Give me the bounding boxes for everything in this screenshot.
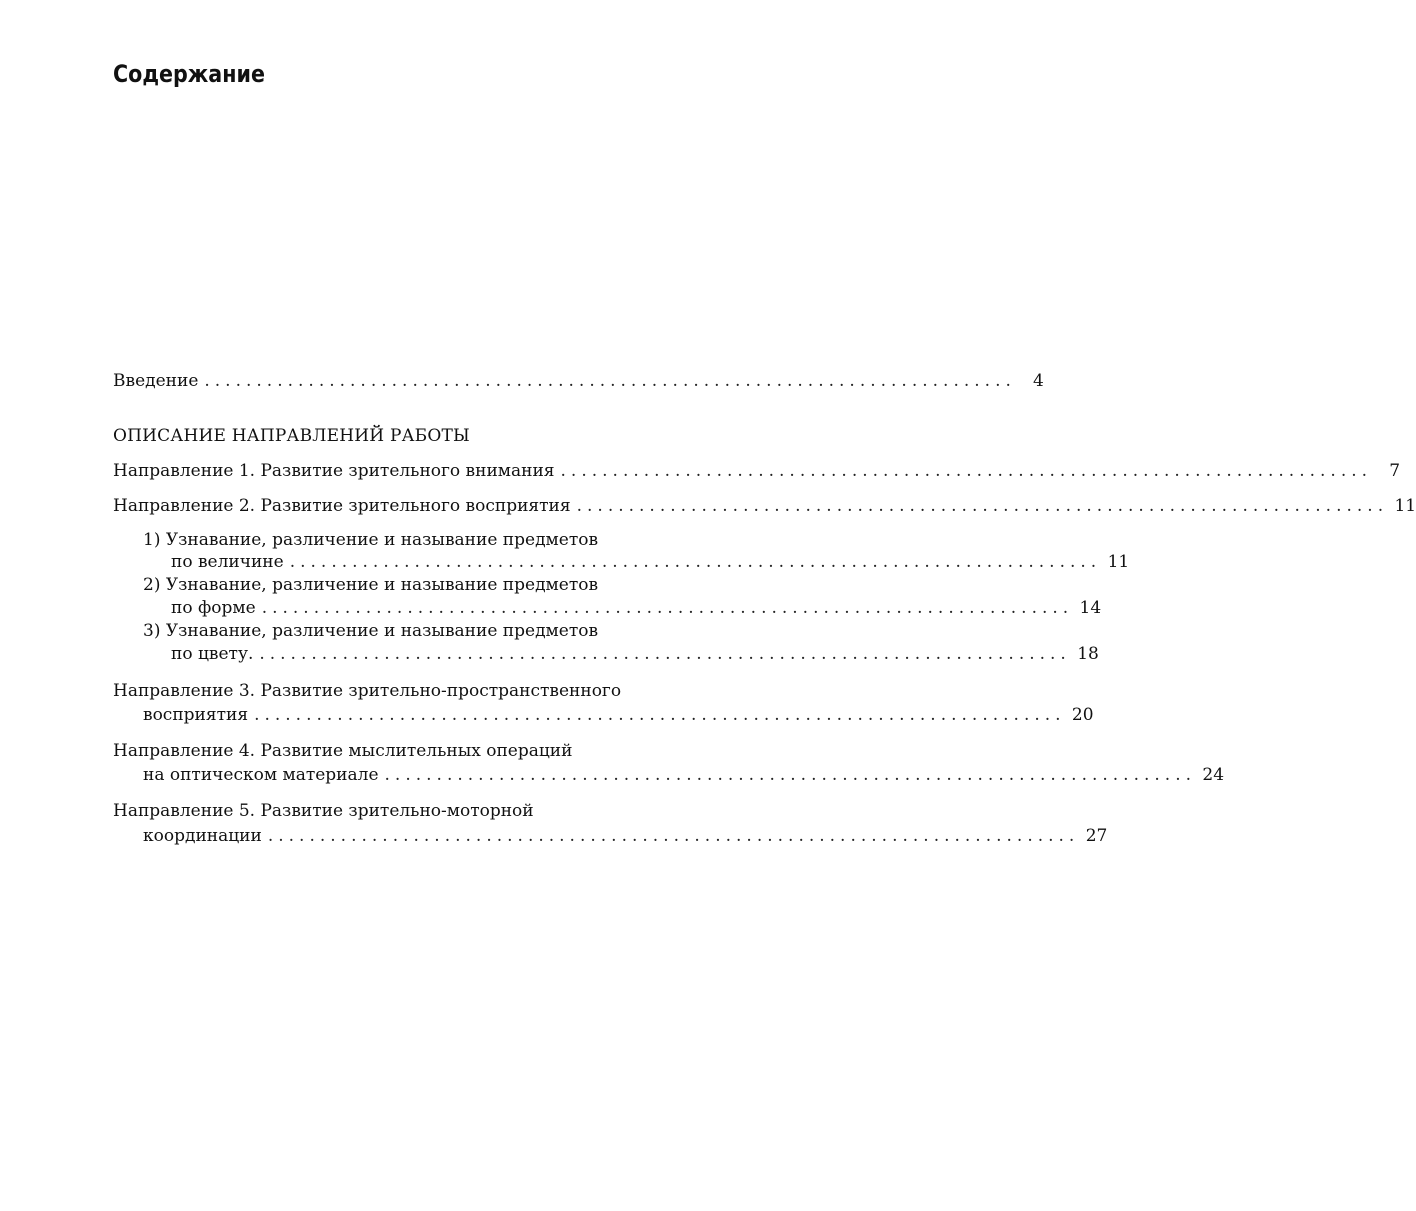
toc-subentry-3-line1 xyxy=(143,620,733,642)
toc-entry-intro[interactable] xyxy=(113,370,1044,392)
toc-page-number: 11 xyxy=(1394,496,1416,516)
leader-dots: .............................................................................. xyxy=(576,496,1389,516)
toc-entry-text: по цвету. xyxy=(171,644,254,664)
toc-entry-direction-3-line1 xyxy=(113,680,733,702)
toc-subentry-2[interactable] xyxy=(171,597,1102,619)
toc-entry-direction-5[interactable] xyxy=(143,825,1108,847)
toc-entry-text: по величине xyxy=(171,552,284,572)
toc-entry-text: восприятия xyxy=(143,705,249,725)
toc-page-number: 14 xyxy=(1079,598,1102,618)
toc-entry-direction-5-line1 xyxy=(113,800,733,822)
page-title: Содержание xyxy=(113,60,265,88)
toc-entry-direction-1[interactable] xyxy=(113,460,1401,482)
toc-entry-text: Направление 1. Развитие зрительного внимания xyxy=(113,461,555,481)
toc-entry-direction-4[interactable] xyxy=(143,764,1225,786)
toc-entry-text: 1) Узнавание, различение и называние предметов xyxy=(143,530,599,550)
toc-entry-text: 2) Узнавание, различение и называние предметов xyxy=(143,575,599,595)
toc-page-number: 24 xyxy=(1202,765,1225,785)
leader-dots: .............................................................................. xyxy=(261,598,1074,618)
toc-entry-direction-4-line1 xyxy=(113,740,733,762)
toc-entry-direction-3[interactable] xyxy=(143,704,1094,726)
toc-entry-text: Направление 2. Развитие зрительного восприятия xyxy=(113,496,571,516)
leader-dots: .............................................................................. xyxy=(289,552,1102,572)
leader-dots: .............................................................................. xyxy=(560,461,1373,481)
toc-subentry-1[interactable] xyxy=(171,551,1130,573)
toc-subentry-1-line1 xyxy=(143,529,733,551)
toc-entry-direction-2[interactable] xyxy=(113,495,1416,517)
leader-dots: .............................................................................. xyxy=(267,826,1080,846)
toc-entry-text: Направление 5. Развитие зрительно-моторной xyxy=(113,801,534,821)
toc-page-number: 7 xyxy=(1389,461,1401,481)
toc-entry-text: на оптическом материале xyxy=(143,765,379,785)
toc-subentry-3[interactable] xyxy=(171,643,1099,665)
toc-subentry-2-line1 xyxy=(143,574,733,596)
leader-dots: .............................................................................. xyxy=(384,765,1197,785)
toc-entry-text: по форме xyxy=(171,598,256,618)
toc-entry-text: Направление 3. Развитие зрительно-пространственного xyxy=(113,681,622,701)
leader-dots: .............................................................................. xyxy=(254,705,1066,725)
leader-dots: .............................................................................. xyxy=(259,644,1071,664)
leader-dots: .............................................................................. xyxy=(204,371,1016,391)
section-heading: ОПИСАНИЕ НАПРАВЛЕНИЙ РАБОТЫ xyxy=(113,426,470,446)
toc-entry-text: Введение xyxy=(113,371,199,391)
toc-page-number: 18 xyxy=(1077,644,1099,664)
toc-page-number: 27 xyxy=(1085,826,1108,846)
toc-page-number: 11 xyxy=(1107,552,1130,572)
toc-page-number: 4 xyxy=(1033,371,1044,391)
toc-page-number: 20 xyxy=(1071,705,1094,725)
toc-entry-text: Направление 4. Развитие мыслительных операций xyxy=(113,741,573,761)
toc-entry-text: координации xyxy=(143,826,262,846)
toc-entry-text: 3) Узнавание, различение и называние предметов xyxy=(143,621,599,641)
